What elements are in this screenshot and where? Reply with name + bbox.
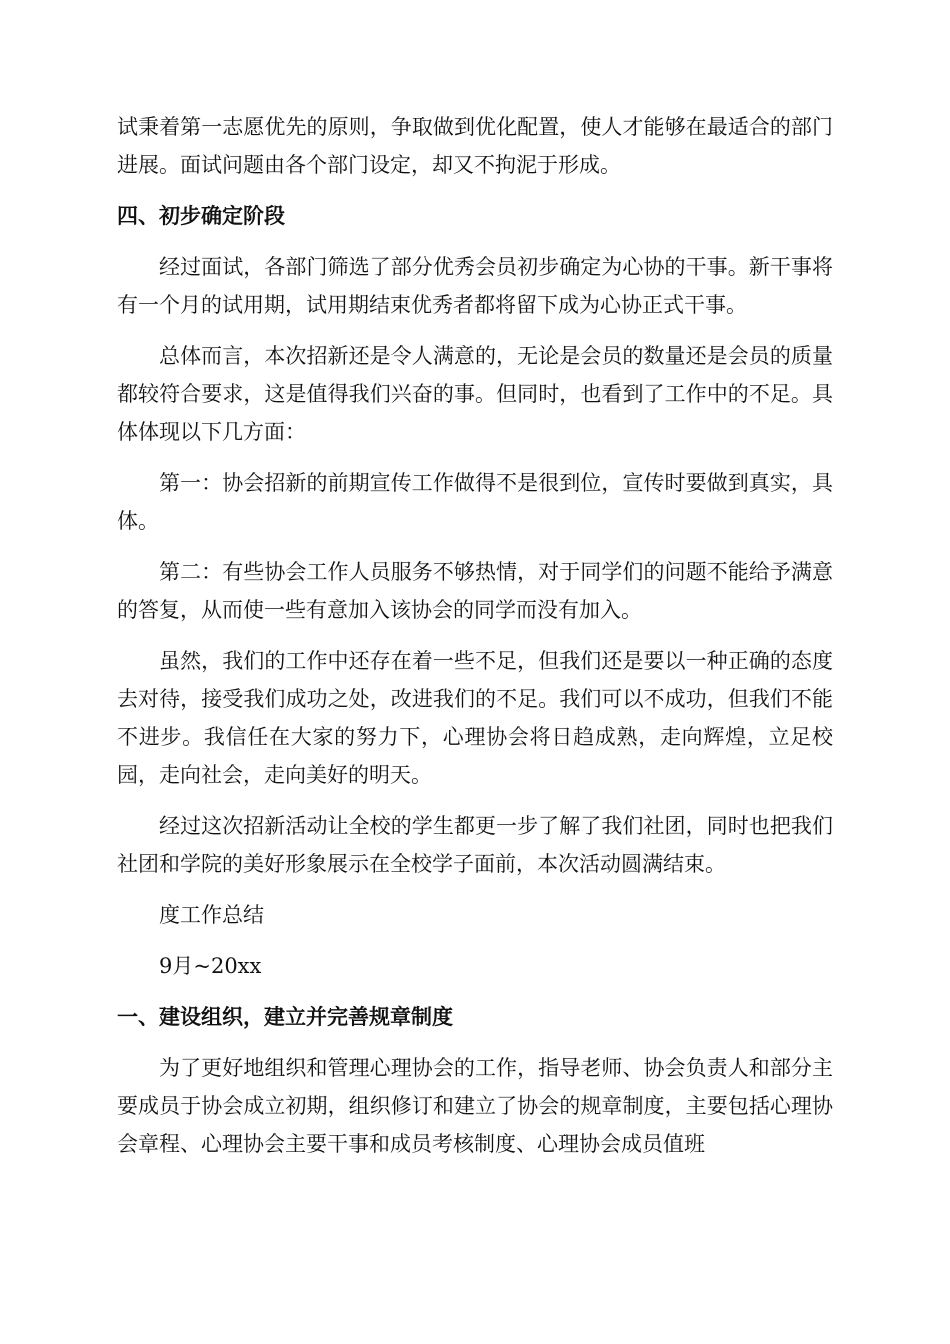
section-heading: 一、建设组织，建立并完善规章制度 — [117, 1004, 453, 1029]
paragraph: 经过这次招新活动让全校的学生都更一步了解了我们社团，同时也把我们社团和学院的美好形象展示在全校学子面前，本次活动圆满结束。 — [117, 814, 833, 876]
paragraph: 第二：有些协会工作人员服务不够热情，对于同学们的问题不能给予满意的答复，从而使一些有意加入该协会的同学而没有加入。 — [117, 560, 833, 622]
paragraph: 试秉着第一志愿优先的原则，争取做到优化配置，使人才能够在最适合的部门进展。面试问题由各个部门设定，却又不拘泥于形成。 — [117, 115, 833, 177]
paragraph: 经过面试，各部门筛选了部分优秀会员初步确定为心协的干事。新干事将有一个月的试用期，试用期结束优秀者都将留下成为心协正式干事。 — [117, 255, 833, 317]
paragraph: 总体而言，本次招新还是令人满意的，无论是会员的数量还是会员的质量都较符合要求，这是值得我们兴奋的事。但同时，也看到了工作中的不足。具体体现以下几方面： — [117, 344, 833, 444]
document-page — [117, 108, 833, 1176]
paragraph: 9月~20xx — [159, 954, 262, 978]
paragraph: 第一：协会招新的前期宣传工作做得不是很到位，宣传时要做到真实，具体。 — [117, 471, 833, 533]
paragraph: 度工作总结 — [159, 903, 264, 927]
section-heading: 四、初步确定阶段 — [117, 203, 285, 228]
paragraph: 虽然，我们的工作中还存在着一些不足，但我们还是要以一种正确的态度去对待，接受我们成功之处，改进我们的不足。我们可以不成功，但我们不能不进步。我信任在大家的努力下，心理协会将日趋成熟，走向辉煌，立足校园，走向社会，走向美好的明天。 — [117, 649, 833, 787]
paragraph: 为了更好地组织和管理心理协会的工作，指导老师、协会负责人和部分主要成员于协会成立初期，组织修订和建立了协会的规章制度，主要包括心理协会章程、心理协会主要干事和成员考核制度、心理协会成员值班 — [117, 1056, 833, 1156]
